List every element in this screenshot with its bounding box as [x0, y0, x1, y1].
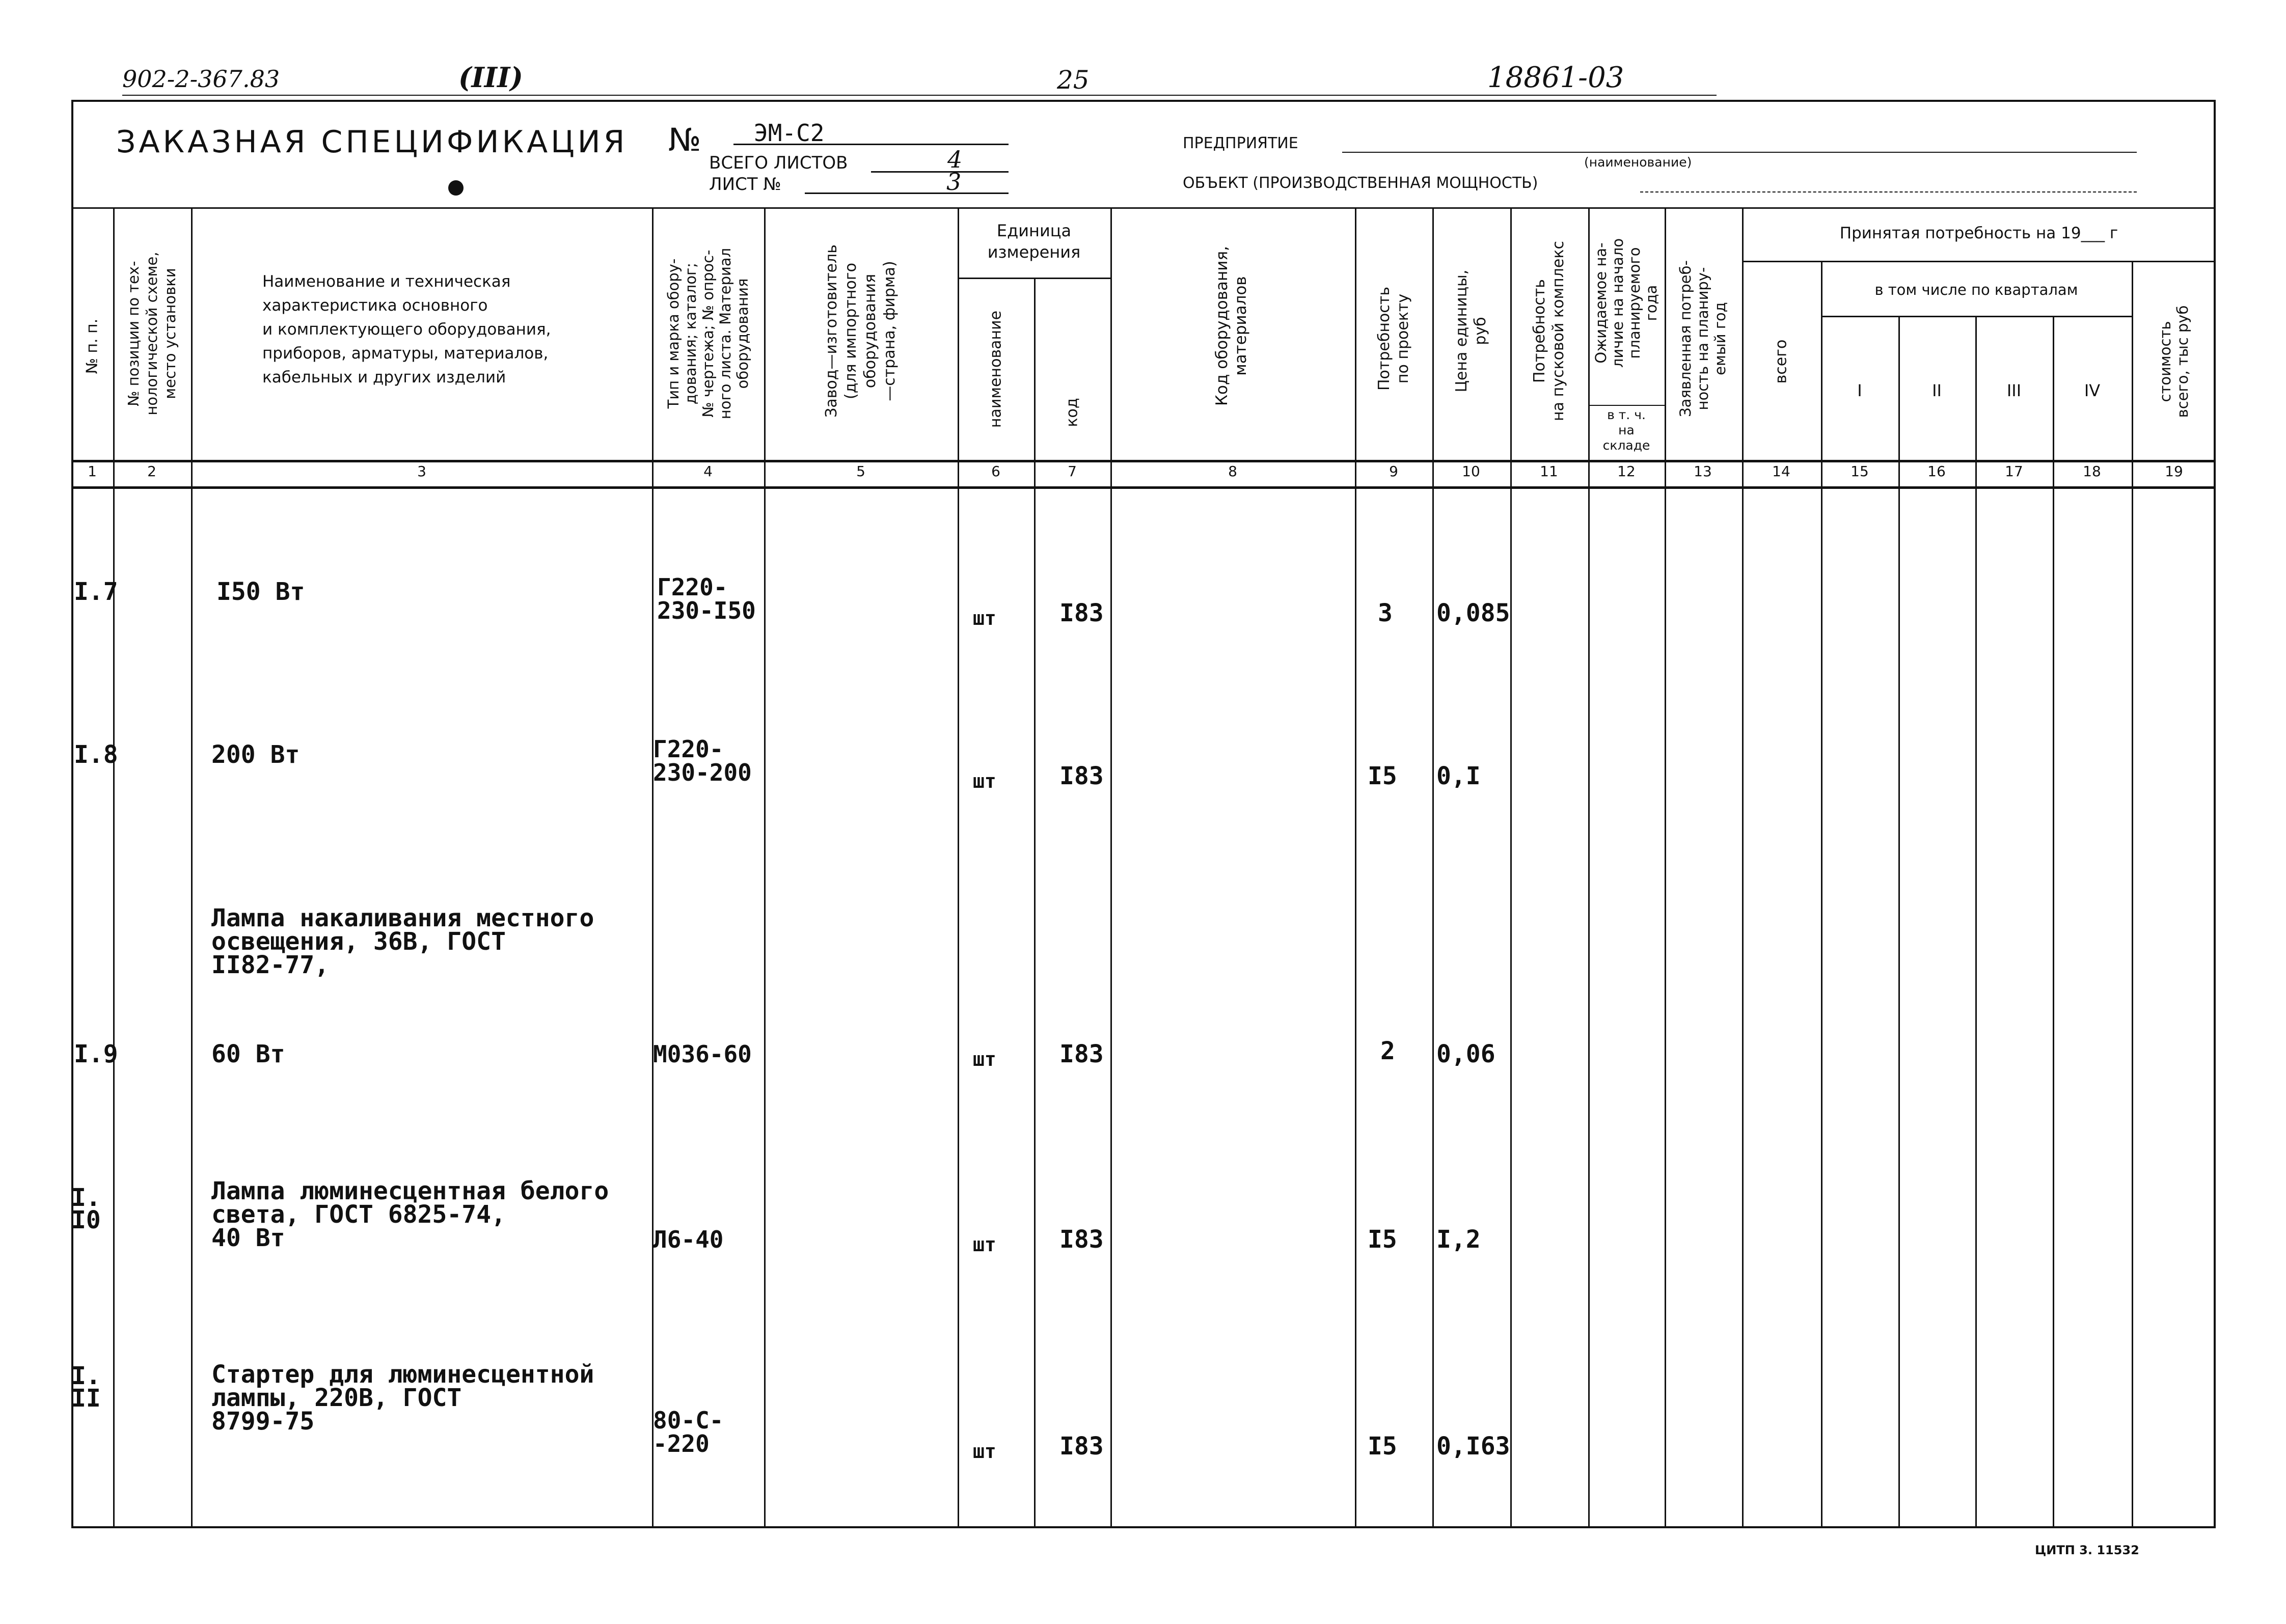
unit-code: I83 — [1059, 599, 1104, 627]
project-code: 902-2-367.83 — [122, 65, 280, 93]
col-6-header: наименование — [987, 310, 1005, 428]
column-number: 12 — [1617, 463, 1636, 480]
column-number: 14 — [1772, 463, 1790, 480]
col-10-header: Цена единицы, руб — [1453, 269, 1489, 393]
item-name: Лампа люминесцентная белого света, ГОСТ 6825-74, 40 Вт — [211, 1177, 609, 1252]
col-18-header: IV — [2084, 381, 2101, 400]
item-type: 80-С- -220 — [653, 1407, 724, 1457]
column-number: 13 — [1694, 463, 1712, 480]
sheet-label: ЛИСТ № — [709, 174, 781, 195]
col-11-header: Потребность на пусковой комплекс — [1531, 241, 1567, 421]
col-14-header: всего — [1772, 339, 1790, 384]
circled-mark: (III) — [458, 61, 523, 94]
column-number: 19 — [2165, 463, 2183, 480]
column-number: 6 — [991, 463, 1000, 480]
col-7-header: код — [1063, 398, 1081, 427]
price: 0,06 — [1436, 1040, 1495, 1068]
column-number: 8 — [1228, 463, 1237, 480]
column-number: 3 — [417, 463, 426, 480]
col-8-header: Код оборудования, материалов — [1213, 246, 1250, 406]
sheet-value: 3 — [946, 168, 962, 196]
qty: I5 — [1368, 1225, 1397, 1254]
unit-code: I83 — [1059, 1225, 1104, 1254]
row-number: I.9 — [74, 1040, 118, 1068]
column-number: 7 — [1068, 463, 1077, 480]
form-number-label: № — [668, 121, 701, 158]
unit-code: I83 — [1059, 762, 1104, 790]
qty: I5 — [1368, 1432, 1397, 1461]
col-2-header: № позиции по тех- нологической схеме, место установки — [125, 252, 179, 416]
item-type: Л6-40 — [653, 1226, 724, 1253]
total-sheets-label: ВСЕГО ЛИСТОВ — [709, 153, 848, 173]
price: I,2 — [1436, 1225, 1481, 1254]
unit-code: I83 — [1059, 1040, 1104, 1068]
ink-dot — [448, 180, 464, 196]
price: 0,I — [1436, 762, 1481, 790]
item-type: М036-60 — [653, 1040, 752, 1068]
col-9-header: Потребность по проекту — [1375, 286, 1412, 391]
item-type: Г220- 230-I50 — [657, 573, 756, 624]
column-number: 16 — [1927, 463, 1946, 480]
object-label: ОБЪЕКТ (ПРОИЗВОДСТВЕННАЯ МОЩНОСТЬ) — [1183, 174, 1538, 192]
item-name: 200 Вт — [211, 740, 300, 769]
accepted-group-header: Принятая потребность на 19___ г — [1839, 224, 2118, 242]
col-6-group-header: Единица измерения — [987, 221, 1081, 262]
unit-code: I83 — [1059, 1432, 1104, 1461]
item-name: 60 Вт — [211, 1040, 285, 1068]
column-number: 18 — [2083, 463, 2101, 480]
row-number: I.7 — [74, 577, 118, 606]
name-hint: (наименование) — [1584, 155, 1692, 170]
enterprise-label: ПРЕДПРИЯТИЕ — [1183, 134, 1298, 152]
col-16-header: II — [1932, 381, 1942, 400]
col-1-header: № п. п. — [83, 318, 101, 374]
column-number: 1 — [88, 463, 97, 480]
price: 0,I63 — [1436, 1432, 1510, 1461]
qty: 3 — [1378, 599, 1393, 627]
row-number: I. II — [71, 1362, 101, 1413]
column-number: 15 — [1850, 463, 1869, 480]
row-number: I. I0 — [71, 1183, 101, 1234]
form-number-value: ЭМ-С2 — [754, 119, 825, 147]
column-number: 4 — [703, 463, 713, 480]
col-13-header: Заявленная потреб- ность на планиру- емый год — [1677, 260, 1729, 417]
footer-stamp: ЦИТП 3. 11532 — [2035, 1543, 2139, 1557]
column-number: 10 — [1462, 463, 1480, 480]
quarter-group-header: в том числе по кварталам — [1874, 281, 2078, 298]
page-number: 25 — [1057, 65, 1090, 95]
top-rule — [122, 95, 1717, 96]
column-number: 11 — [1540, 463, 1558, 480]
qty: I5 — [1368, 762, 1397, 790]
column-number: 17 — [2005, 463, 2023, 480]
item-type: Г220- 230-200 — [653, 735, 752, 786]
form-title: ЗАКАЗНАЯ СПЕЦИФИКАЦИЯ — [116, 124, 628, 160]
col-12-sub-header: в т. ч. на складе — [1602, 407, 1650, 453]
price: 0,085 — [1436, 599, 1510, 627]
item-name: I50 Вт — [216, 577, 305, 606]
col-3-header: Наименование и техническая характеристика основного и комплектующего оборудования, приборов, арматуры, материалов, кабельных и других изделий — [262, 272, 551, 387]
col-19-header: стоимость всего, тыс руб — [2157, 305, 2191, 418]
total-sheets-value: 4 — [947, 146, 963, 173]
row-number: I.8 — [74, 740, 118, 769]
document-number: 18861-03 — [1487, 61, 1624, 94]
unit-name: шт — [973, 607, 996, 629]
column-number: 2 — [147, 463, 156, 480]
unit-name: шт — [973, 1233, 996, 1256]
col-15-header: I — [1857, 381, 1862, 400]
col-12-header: Ожидаемое на- личие на начало планируемого года — [1592, 238, 1660, 368]
unit-name: шт — [973, 1048, 996, 1070]
unit-name: шт — [973, 1440, 996, 1463]
qty: 2 — [1380, 1037, 1395, 1065]
unit-name: шт — [973, 770, 996, 792]
item-group-heading: Лампа накаливания местного освещения, 36В, ГОСТ II82-77, — [211, 904, 594, 979]
column-number: 5 — [856, 463, 865, 480]
item-name: Стартер для люминесцентной лампы, 220В, ГОСТ 8799-75 — [211, 1360, 594, 1436]
col-4-header: Тип и марка обору- дования; каталог; № чертежа; № опрос- ного листа. Материал оборудования — [665, 247, 751, 420]
col-5-header: Завод—изготовитель (для импортного оборудования —страна, фирма) — [823, 244, 899, 418]
column-number: 9 — [1389, 463, 1398, 480]
col-17-header: III — [2006, 381, 2022, 400]
